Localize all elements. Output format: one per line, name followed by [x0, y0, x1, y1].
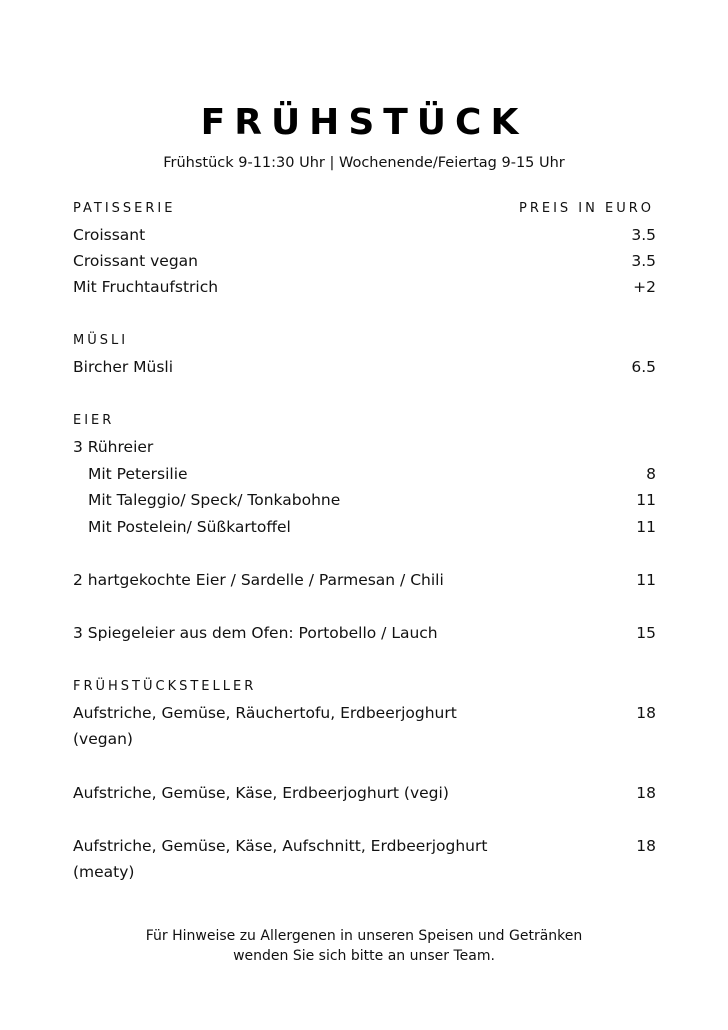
menu-item-price: 18 — [636, 704, 656, 722]
menu-item-price: 3.5 — [631, 226, 656, 244]
menu-item-price: 11 — [636, 518, 656, 536]
allergen-notice-line: wenden Sie sich bitte an unser Team. — [233, 948, 495, 964]
page-title: FRÜHSTÜCK — [200, 102, 528, 143]
menu-item-name: Aufstriche, Gemüse, Käse, Aufschnitt, Erdbeerjoghurt (meaty) — [73, 837, 488, 881]
section-heading-muesli: MÜSLI — [73, 333, 129, 348]
opening-hours: Frühstück 9-11:30 Uhr | Wochenende/Feiertag 9-15 Uhr — [163, 155, 565, 171]
menu-item — [73, 354, 656, 380]
menu-item — [73, 222, 656, 248]
menu-item-name: Aufstriche, Gemüse, Käse, Erdbeerjoghurt (vegi) — [73, 784, 449, 802]
menu-item-price: 3.5 — [631, 252, 656, 270]
section-heading-patisserie: PATISSERIE — [73, 201, 176, 216]
menu-item — [73, 700, 656, 752]
menu-item — [73, 833, 656, 885]
menu-item-price: +2 — [633, 278, 656, 296]
allergen-notice — [0, 926, 728, 966]
menu-item — [73, 248, 656, 274]
menu-item-name: Mit Fruchtaufstrich — [73, 278, 219, 296]
menu-item-price: 18 — [636, 784, 656, 802]
menu-item-price: 6.5 — [631, 358, 656, 376]
menu-item — [73, 620, 656, 646]
section-heading-eier: EIER — [73, 413, 115, 428]
menu-item — [73, 274, 656, 300]
menu-sub-item — [88, 461, 656, 487]
menu-item-name: Mit Petersilie — [88, 465, 188, 483]
menu-item-name: Croissant — [73, 226, 146, 244]
menu-item-price: 15 — [636, 624, 656, 642]
menu-item-name: Bircher Müsli — [73, 358, 174, 376]
menu-item-price: 11 — [636, 491, 656, 509]
menu-item-name: Mit Taleggio/ Speck/ Tonkabohne — [88, 491, 341, 509]
price-column-heading: PREIS IN EURO — [519, 201, 654, 216]
menu-sub-item — [88, 514, 656, 540]
menu-sub-item — [88, 487, 656, 513]
menu-item-name: Mit Postelein/ Süßkartoffel — [88, 518, 291, 536]
menu-item-price: 18 — [636, 837, 656, 855]
menu-group-label — [73, 434, 656, 460]
menu-item-price: 11 — [636, 571, 656, 589]
menu-item-price: 8 — [646, 465, 656, 483]
menu-item — [73, 780, 656, 806]
menu-item-name: 3 Spiegeleier aus dem Ofen: Portobello / Lauch — [73, 624, 438, 642]
allergen-notice-line: Für Hinweise zu Allergenen in unseren Speisen und Getränken — [145, 928, 583, 944]
menu-item-name: 2 hartgekochte Eier / Sardelle / Parmesan / Chili — [73, 571, 444, 589]
menu-item — [73, 567, 656, 593]
menu-item-name: Croissant vegan — [73, 252, 198, 270]
menu-item-name: Aufstriche, Gemüse, Räuchertofu, Erdbeerjoghurt (vegan) — [73, 704, 457, 748]
menu-item-name: 3 Rühreier — [73, 438, 154, 456]
section-heading-fruehstuecksteller: FRÜHSTÜCKSTELLER — [73, 679, 257, 694]
